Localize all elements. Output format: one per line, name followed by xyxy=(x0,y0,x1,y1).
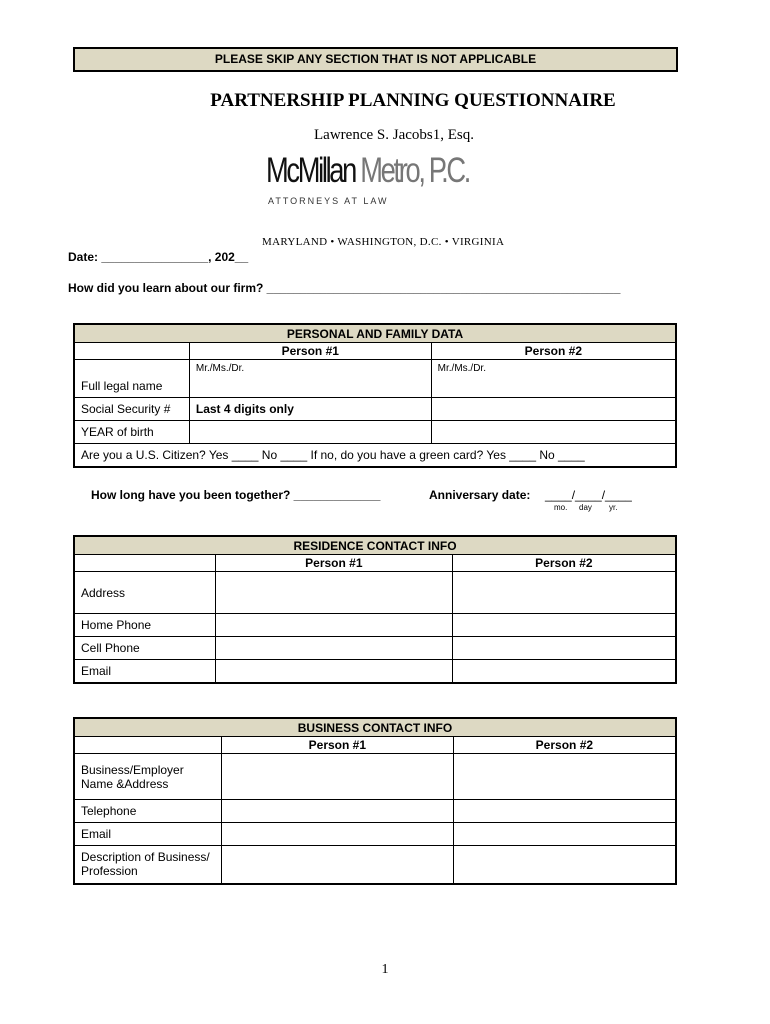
description-person1-field[interactable] xyxy=(221,846,453,884)
year-of-birth-person1-field[interactable] xyxy=(189,421,431,444)
logo-text-metro: Metro, P.C. xyxy=(360,151,470,190)
business-employer-person2-field[interactable] xyxy=(453,754,676,800)
year-of-birth-person2-field[interactable] xyxy=(431,421,676,444)
date-field[interactable]: Date: ________________, 202__ xyxy=(68,250,249,264)
region-maryland: MARYLAND xyxy=(262,236,328,248)
column-header-person2: Person #2 xyxy=(431,343,676,360)
anniversary-date-field[interactable]: ____/____/____ xyxy=(545,488,632,502)
office-regions xyxy=(262,236,504,248)
region-virginia: VIRGINIA xyxy=(451,236,505,248)
full-name-person2-field[interactable]: Mr./Ms./Dr. xyxy=(431,360,676,398)
home-phone-person1-field[interactable] xyxy=(215,614,452,637)
region-separator: • xyxy=(327,236,338,248)
row-label-full-name: Full legal name xyxy=(74,360,189,398)
page-number: 1 xyxy=(381,962,389,977)
row-label-business-employer: Business/Employer Name &Address xyxy=(74,754,221,800)
blank-cell xyxy=(74,737,221,754)
residence-contact-table xyxy=(73,535,677,684)
logo-tagline: ATTORNEYS AT LAW xyxy=(268,196,389,206)
column-header-person2: Person #2 xyxy=(452,555,676,572)
skip-banner: PLEASE SKIP ANY SECTION THAT IS NOT APPLICABLE xyxy=(73,47,678,72)
month-hint: mo. xyxy=(554,503,568,512)
row-label-ssn: Social Security # xyxy=(74,398,189,421)
home-phone-person2-field[interactable] xyxy=(452,614,676,637)
author-line: Lawrence S. Jacobs1, Esq. xyxy=(314,127,474,143)
row-label-telephone: Telephone xyxy=(74,800,221,823)
learn-about-firm-field[interactable]: How did you learn about our firm? _____________________________________________________ xyxy=(68,281,621,295)
description-person2-field[interactable] xyxy=(453,846,676,884)
row-label-year-of-birth: YEAR of birth xyxy=(74,421,189,444)
row-label-email: Email xyxy=(74,660,215,683)
blank-cell xyxy=(74,555,215,572)
telephone-person1-field[interactable] xyxy=(221,800,453,823)
address-person2-field[interactable] xyxy=(452,572,676,614)
region-separator: • xyxy=(441,236,452,248)
row-label-address: Address xyxy=(74,572,215,614)
day-hint: day xyxy=(579,503,592,512)
row-label-description: Description of Business/ Profession xyxy=(74,846,221,884)
region-washington: WASHINGTON, D.C. xyxy=(337,236,442,248)
section-header: BUSINESS CONTACT INFO xyxy=(74,718,676,737)
section-header: RESIDENCE CONTACT INFO xyxy=(74,536,676,555)
personal-family-table xyxy=(73,323,677,468)
logo-text-mcmillan: McMillan xyxy=(266,151,355,190)
firm-logo xyxy=(266,151,469,191)
row-label-cell-phone: Cell Phone xyxy=(74,637,215,660)
column-header-person1: Person #1 xyxy=(215,555,452,572)
blank-cell xyxy=(74,343,189,360)
row-label-email: Email xyxy=(74,823,221,846)
email-person1-field[interactable] xyxy=(215,660,452,683)
cell-phone-person2-field[interactable] xyxy=(452,637,676,660)
year-hint: yr. xyxy=(609,503,618,512)
anniversary-label: Anniversary date: xyxy=(429,488,531,502)
section-header: PERSONAL AND FAMILY DATA xyxy=(74,324,676,343)
business-email-person1-field[interactable] xyxy=(221,823,453,846)
cell-phone-person1-field[interactable] xyxy=(215,637,452,660)
together-duration-field[interactable]: How long have you been together? _____________ xyxy=(91,488,381,502)
address-person1-field[interactable] xyxy=(215,572,452,614)
telephone-person2-field[interactable] xyxy=(453,800,676,823)
page-title: PARTNERSHIP PLANNING QUESTIONNAIRE xyxy=(210,90,616,111)
business-contact-table xyxy=(73,717,677,885)
ssn-person1-field[interactable]: Last 4 digits only xyxy=(189,398,431,421)
citizenship-question[interactable]: Are you a U.S. Citizen? Yes ____ No ____ If no, do you have a green card? Yes ____ No ____ xyxy=(74,444,676,467)
column-header-person1: Person #1 xyxy=(189,343,431,360)
business-email-person2-field[interactable] xyxy=(453,823,676,846)
business-employer-person1-field[interactable] xyxy=(221,754,453,800)
ssn-person2-field[interactable] xyxy=(431,398,676,421)
column-header-person2: Person #2 xyxy=(453,737,676,754)
email-person2-field[interactable] xyxy=(452,660,676,683)
column-header-person1: Person #1 xyxy=(221,737,453,754)
row-label-home-phone: Home Phone xyxy=(74,614,215,637)
full-name-person1-field[interactable]: Mr./Ms./Dr. xyxy=(189,360,431,398)
